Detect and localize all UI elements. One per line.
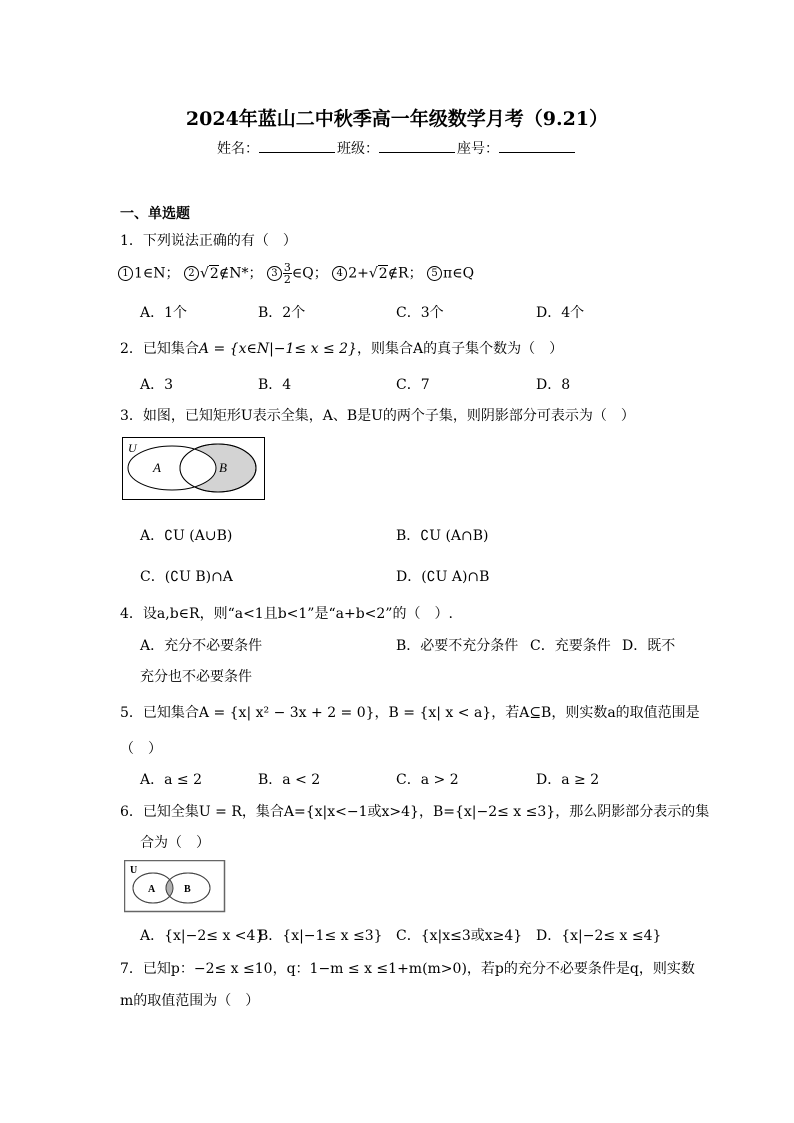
question-4-stem: 4．设a,b∈R，则“a<1且b<1”是“a+b<2”的（ ）. xyxy=(120,606,453,622)
q1-item-4b: ∉R； xyxy=(387,265,423,282)
q4-option-c[interactable]: C．充要条件 xyxy=(530,638,611,654)
question-1-items xyxy=(118,262,474,285)
circled-number: 5 xyxy=(427,266,442,281)
q2-set: A = {x∈N|−1≤ x ≤ 2} xyxy=(198,341,357,357)
q1-item-1: 1∈N； xyxy=(134,265,180,282)
q2-option-b[interactable]: B．4 xyxy=(258,377,292,393)
q2-stem-pre: 2．已知集合 xyxy=(120,341,199,357)
student-info xyxy=(0,138,794,158)
q2-option-d[interactable]: D．8 xyxy=(536,377,571,393)
question-7-stem: 7．已知p：−2≤ x ≤10，q：1−m ≤ x ≤1+m(m>0)，若p的充分不必要条件是q，则实数 xyxy=(120,961,695,977)
sqrt-radicand: 2 xyxy=(209,265,219,282)
fraction-numerator: 3 xyxy=(283,261,291,274)
q2-option-a[interactable]: A．3 xyxy=(140,377,174,393)
q6-option-a[interactable]: A．{x|−2≤ x <4} xyxy=(140,928,265,944)
fraction-denominator: 2 xyxy=(283,273,291,286)
circled-number: 3 xyxy=(267,266,282,281)
q3-option-c[interactable]: C．(∁U B)∩A xyxy=(140,569,233,585)
venn-diagram-q6 xyxy=(124,860,226,913)
question-5-stem: 5．已知集合A = {x| x² − 3x + 2 = 0}，B = {x| x < a}，若A⊆B，则实数a的取值范围是 xyxy=(120,705,700,721)
question-3-stem: 3．如图，已知矩形U表示全集，A、B是U的两个子集，则阴影部分可表示为（ ） xyxy=(120,408,635,424)
q5-option-b[interactable]: B．a < 2 xyxy=(258,772,321,788)
venn-label-u: U xyxy=(128,441,137,455)
q4-option-d[interactable]: D．既不 xyxy=(622,638,676,654)
q1-item-3: ∈Q； xyxy=(291,265,328,282)
q1-item-2: ∉N*； xyxy=(218,265,263,282)
venn-label-a: A xyxy=(148,884,156,895)
question-5-paren: （ ） xyxy=(120,741,162,757)
q4-option-b[interactable]: B．必要不充分条件 xyxy=(396,638,519,654)
q5-option-c[interactable]: C．a > 2 xyxy=(396,772,459,788)
q1-item-5: π∈Q xyxy=(443,265,475,282)
sqrt-icon: √ xyxy=(368,265,378,282)
q6-option-b[interactable]: B．{x|−1≤ x ≤3} xyxy=(258,928,383,944)
q5-option-d[interactable]: D．a ≥ 2 xyxy=(536,772,600,788)
seat-label: 座号： xyxy=(457,141,499,157)
venn-label-b: B xyxy=(219,460,227,475)
q1-option-b[interactable]: B．2个 xyxy=(258,305,306,321)
q6-option-d[interactable]: D．{x|−2≤ x ≤4} xyxy=(536,928,662,944)
q2-option-c[interactable]: C．7 xyxy=(396,377,430,393)
venn-label-b: B xyxy=(184,884,191,895)
question-7-stem-cont: m的取值范围为（ ） xyxy=(120,993,260,1009)
q1-item-4: 2+ xyxy=(348,265,369,282)
venn-label-a: A xyxy=(153,460,161,475)
seat-blank[interactable] xyxy=(499,139,575,153)
q1-option-c[interactable]: C．3个 xyxy=(396,305,444,321)
q3-option-d[interactable]: D．(∁U A)∩B xyxy=(396,569,490,585)
question-2-stem xyxy=(120,338,563,358)
sqrt-radicand: 2 xyxy=(378,265,388,282)
circled-number: 2 xyxy=(184,266,199,281)
name-label: 姓名： xyxy=(217,141,259,157)
page-title: 2024年蓝山二中秋季高一年级数学月考（9.21） xyxy=(185,108,609,130)
q5-option-a[interactable]: A．a ≤ 2 xyxy=(140,772,202,788)
question-6-stem-cont: 合为（ ） xyxy=(140,835,210,851)
name-blank[interactable] xyxy=(259,139,335,153)
q1-option-d[interactable]: D．4个 xyxy=(536,305,585,321)
question-1-stem: 1．下列说法正确的有（ ） xyxy=(120,233,297,249)
q6-option-c[interactable]: C．{x|x≤3或x≥4} xyxy=(396,928,523,944)
circled-number: 1 xyxy=(118,266,133,281)
section-heading: 一、单选题 xyxy=(120,206,190,222)
question-6-stem: 6．已知全集U = R，集合A={x|x<−1或x>4}，B={x|−2≤ x ≤3}，那么阴影部分表示的集 xyxy=(120,804,710,820)
q1-option-a[interactable]: A．1个 xyxy=(140,305,188,321)
circled-number: 4 xyxy=(332,266,347,281)
q3-option-b[interactable]: B．∁U (A∩B) xyxy=(396,528,489,544)
q4-option-a[interactable]: A．充分不必要条件 xyxy=(140,638,263,654)
sqrt-icon: √ xyxy=(199,265,209,282)
q4-option-d-continued: 充分也不必要条件 xyxy=(140,669,252,685)
venn-label-u: U xyxy=(130,865,138,876)
q2-stem-post: ，则集合A的真子集个数为（ ） xyxy=(356,341,564,357)
class-label: 班级： xyxy=(337,141,379,157)
q3-option-a[interactable]: A．∁U (A∪B) xyxy=(140,528,233,544)
venn-diagram-q3 xyxy=(122,437,266,501)
fraction xyxy=(283,262,292,285)
class-blank[interactable] xyxy=(379,139,455,153)
